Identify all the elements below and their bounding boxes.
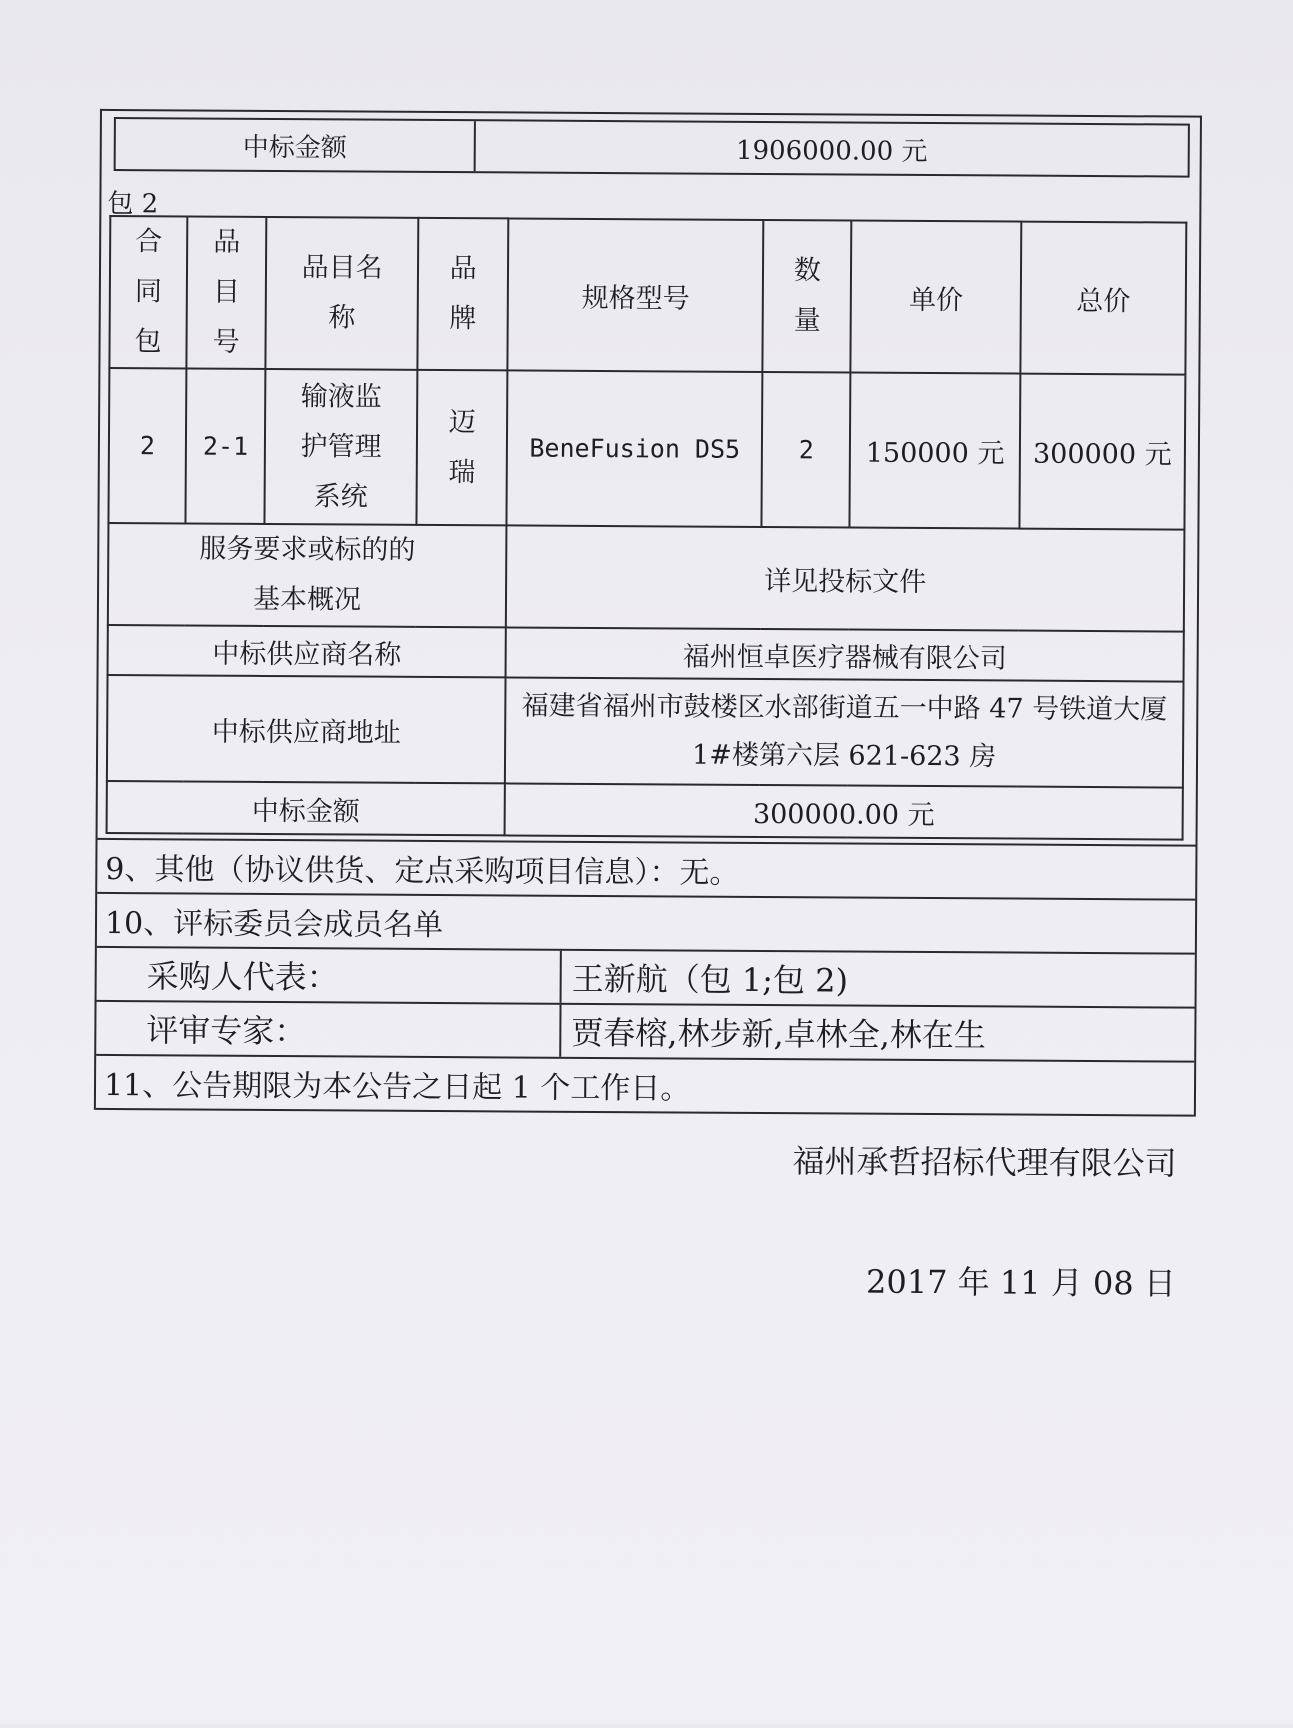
header-total-price: 总价 xyxy=(1020,222,1186,375)
table-row xyxy=(108,368,1185,530)
package2-table xyxy=(106,215,1188,841)
supplier-address-value: 福建省福州市鼓楼区水部街道五一中路 47 号铁道大厦 1#楼第六层 621-623 房 xyxy=(505,677,1183,787)
cell-contract-package: 2 xyxy=(108,368,186,523)
expert-label: 评审专家： xyxy=(96,1002,561,1057)
header-item-number: 品 目 号 xyxy=(186,216,266,368)
announcement-date: 2017 年 11 月 08 日 xyxy=(865,1262,1176,1303)
cell-spec: BeneFusion DS5 xyxy=(507,370,763,527)
header-quantity: 数 量 xyxy=(763,220,852,373)
service-label: 服务要求或标的的 基本概况 xyxy=(108,523,507,627)
service-row xyxy=(108,523,1185,632)
cell-total-price: 300000 元 xyxy=(1019,374,1185,530)
header-spec: 规格型号 xyxy=(508,218,764,372)
cell-item-number: 2-1 xyxy=(185,368,265,523)
supplier-name-value: 福州恒卓医疗器械有限公司 xyxy=(506,627,1184,681)
award-label: 中标金额 xyxy=(116,119,476,171)
cell-item-name: 输液监 护管理 系统 xyxy=(265,369,418,525)
award-row xyxy=(107,781,1183,840)
buyer-representative-value: 王新航（包 1;包 2) xyxy=(571,959,849,1000)
cell-brand: 迈 瑞 xyxy=(416,370,507,526)
buyer-representative-row xyxy=(97,946,1195,1007)
section-10-committee: 10、评标委员会成员名单 xyxy=(97,892,1195,953)
expert-row xyxy=(96,1000,1194,1061)
section-9-other: 9、其他（协议供货、定点采购项目信息）：无。 xyxy=(97,838,1195,899)
package2-award-value: 300000.00 元 xyxy=(505,783,1183,839)
buyer-representative-label: 采购人代表： xyxy=(97,948,562,1003)
header-row xyxy=(109,216,1186,375)
award-value: 1906000.00 元 xyxy=(735,135,928,167)
supplier-address-row xyxy=(107,675,1184,788)
header-brand: 品 牌 xyxy=(417,218,508,371)
header-contract-package: 合 同 包 xyxy=(109,216,187,368)
package1-award-row xyxy=(114,117,1190,178)
package2-award-label: 中标金额 xyxy=(107,781,506,835)
announcement-table xyxy=(94,109,1202,1117)
section-11-period: 11、公告期限为本公告之日起 1 个工作日。 xyxy=(96,1054,1194,1117)
cell-quantity: 2 xyxy=(762,372,851,528)
agency-company: 福州承哲招标代理有限公司 xyxy=(792,1142,1177,1183)
supplier-name-label: 中标供应商名称 xyxy=(108,625,507,677)
supplier-name-row xyxy=(108,625,1184,682)
header-unit-price: 单价 xyxy=(851,221,1021,374)
supplier-address-label: 中标供应商地址 xyxy=(107,675,506,783)
expert-value: 贾春榕,林步新,卓林全,林在生 xyxy=(571,1013,986,1055)
header-item-name: 品目名 称 xyxy=(266,217,419,370)
cell-unit-price: 150000 元 xyxy=(850,373,1020,529)
service-value: 详见投标文件 xyxy=(506,525,1184,631)
package-label: 包 2 xyxy=(107,188,159,220)
